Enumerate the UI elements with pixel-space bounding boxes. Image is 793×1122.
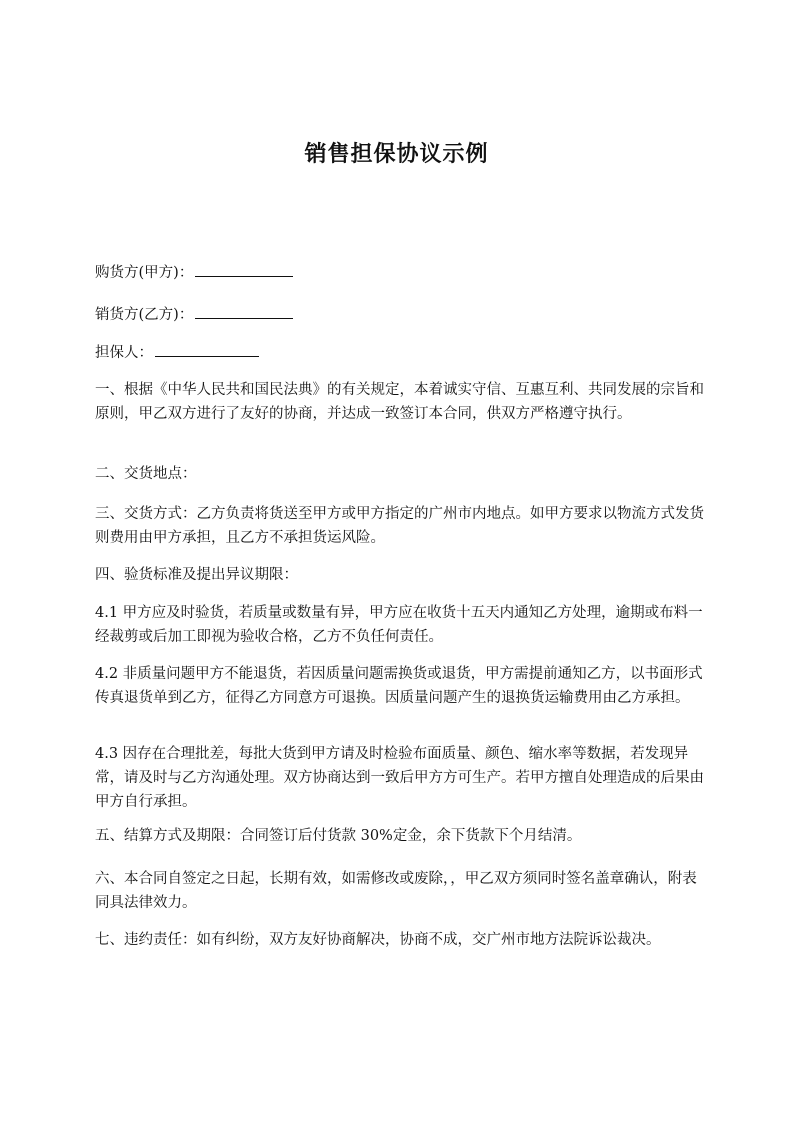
- party-seller-label: 销货方(乙方)：: [95, 307, 194, 323]
- party-guarantor-blank-line: [155, 341, 259, 357]
- clause-5: 五、结算方式及期限：合同签订后付货款 30%定金，余下货款下个月结清。: [95, 828, 582, 844]
- document-title: 销售担保协议示例: [304, 142, 489, 167]
- clause-4-2: 4.2 非质量问题甲方不能退货，若因质量问题需换货或退货，甲方需提前通知乙方，以书面形式传真退货单到乙方，征得乙方同意方可退换。因质量问题产生的退换货运输费用由乙方承担。: [95, 666, 703, 706]
- clause-4: 四、验货标准及提出异议期限：: [95, 567, 298, 583]
- clause-7: 七、违约责任：如有纠纷，双方友好协商解决，协商不成，交广州市地方法院诉讼裁决。: [95, 932, 661, 948]
- party-seller: [95, 303, 705, 327]
- clause-4-1: 4.1 甲方应及时验货，若质量或数量有异，甲方应在收货十五天内通知乙方处理，逾期或布料一经裁剪或后加工即视为验收合格，乙方不负任何责任。: [95, 605, 703, 645]
- party-buyer: [95, 261, 705, 285]
- clause-6: 六、本合同自签定之日起，长期有效，如需修改或废除，，甲乙双方须同时签名盖章确认，附表同具法律效力。: [95, 871, 697, 911]
- clause-3: 三、交货方式：乙方负责将货送至甲方或甲方指定的广州市内地点。如甲方要求以物流方式发货则费用由甲方承担，且乙方不承担货运风险。: [95, 506, 704, 546]
- clause-1: 一、根据《中华人民共和国民法典》的有关规定，本着诚实守信、互惠互利、共同发展的宗旨和原则，甲乙双方进行了友好的协商，并达成一致签订本合同，供双方严格遵守执行。: [95, 382, 704, 422]
- clause-2: 二、交货地点：: [95, 466, 197, 482]
- party-guarantor: [95, 341, 705, 365]
- party-seller-blank-line: [195, 303, 293, 319]
- clause-4-3: 4.3 因存在合理批差，每批大货到甲方请及时检验布面质量、颜色、缩水率等数据，若发现异常，请及时与乙方沟通处理。双方协商达到一致后甲方方可生产。若甲方擅自处理造成的后果由甲方自行承担。: [95, 746, 704, 810]
- party-buyer-blank-line: [195, 261, 293, 277]
- party-buyer-label: 购货方(甲方)：: [95, 265, 194, 281]
- party-guarantor-label: 担保人：: [95, 345, 153, 361]
